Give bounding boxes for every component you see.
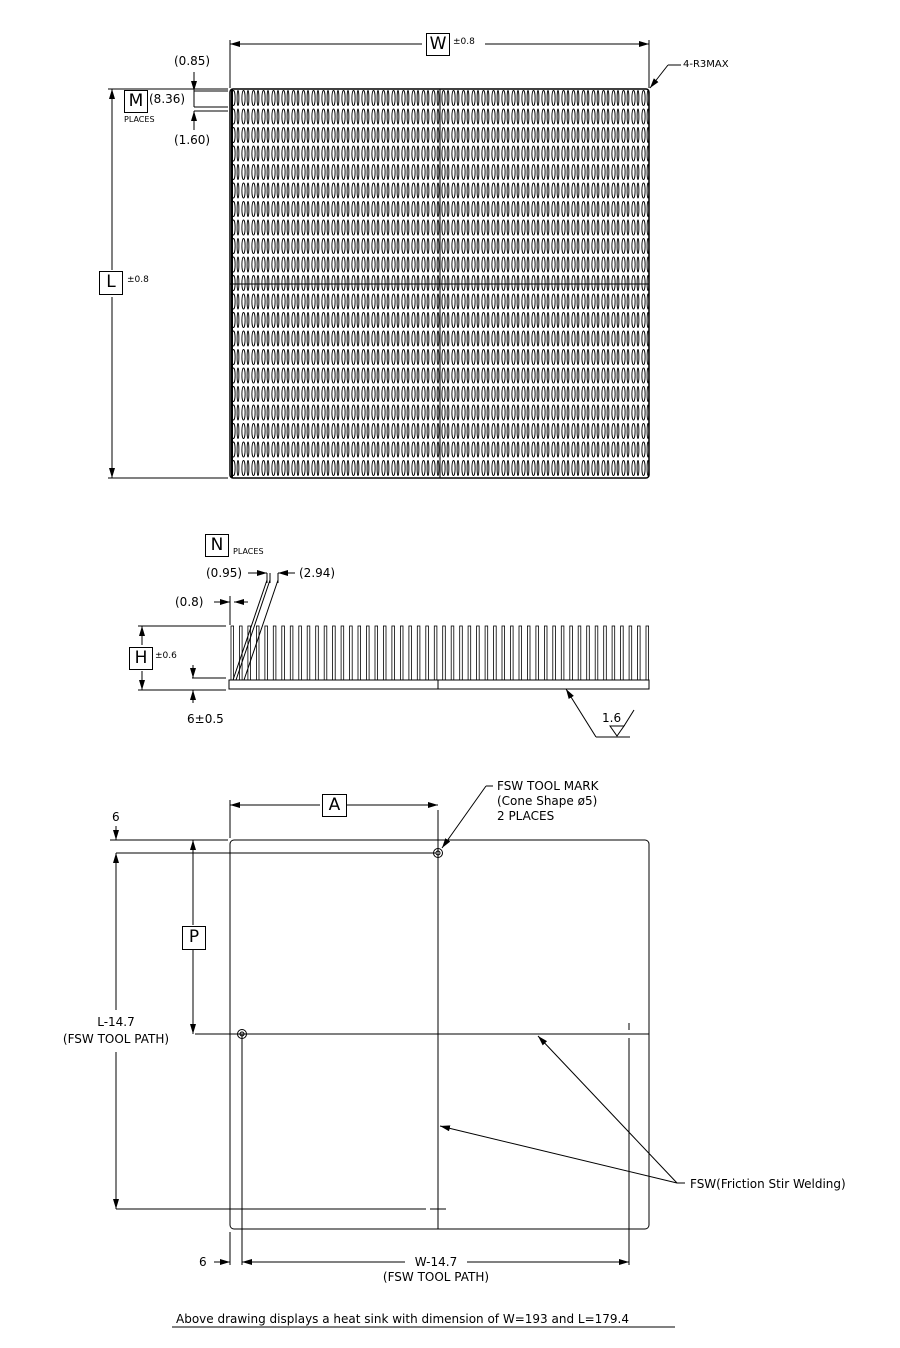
fin-count-n-box: N: [205, 534, 229, 557]
side-fin: [273, 626, 276, 680]
side-fin: [324, 626, 327, 680]
side-fin: [231, 626, 234, 680]
side-fin: [502, 626, 505, 680]
top-view: [108, 40, 681, 478]
vertical-tool-path-1: L-14.7: [97, 1015, 135, 1029]
dim-fin-pitch: (8.36): [149, 92, 186, 106]
tool-mark-note-2: (Cone Shape ø5): [497, 794, 598, 808]
side-fin: [612, 626, 615, 680]
fsw-note: FSW(Friction Stir Welding): [690, 1177, 846, 1191]
side-fin: [256, 626, 259, 680]
corner-radius-note: 4-R3MAX: [683, 59, 729, 70]
side-fin: [265, 626, 268, 680]
side-fin: [460, 626, 463, 680]
dim-fin-gap: (1.60): [174, 133, 211, 147]
side-fin: [383, 626, 386, 680]
side-fin: [367, 626, 370, 680]
side-fin: [409, 626, 412, 680]
side-fin: [358, 626, 361, 680]
side-fin: [561, 626, 564, 680]
offset-top-6: 6: [112, 810, 120, 824]
side-fin: [392, 626, 395, 680]
dim-top-edge: (0.85): [174, 54, 211, 68]
surface-finish-value: 1.6: [602, 711, 622, 725]
dim-h-tolerance: ±0.6: [155, 651, 177, 661]
dim-l-box: L: [99, 271, 123, 295]
dim-p-box: P: [182, 926, 206, 950]
side-fin: [307, 626, 310, 680]
side-fin: [544, 626, 547, 680]
side-fin: [375, 626, 378, 680]
side-fin: [595, 626, 598, 680]
side-fin: [290, 626, 293, 680]
side-fin: [333, 626, 336, 680]
side-fin: [451, 626, 454, 680]
fin-count-n-places: PLACES: [233, 547, 264, 556]
tool-mark-note-1: FSW TOOL MARK: [497, 779, 599, 793]
fin-count-m-places: PLACES: [124, 115, 155, 124]
side-fin: [417, 626, 420, 680]
side-fin: [426, 626, 429, 680]
horizontal-tool-path-2: (FSW TOOL PATH): [382, 1270, 490, 1284]
horizontal-tool-path-1: W-14.7: [414, 1255, 458, 1269]
dim-fin-pitch-side: (2.94): [299, 566, 336, 580]
side-fin: [299, 626, 302, 680]
side-fin: [527, 626, 530, 680]
side-fin: [400, 626, 403, 680]
side-fin: [477, 626, 480, 680]
dim-h-box: H: [129, 647, 153, 670]
tool-mark-note-3: 2 PLACES: [497, 809, 555, 823]
side-fin: [629, 626, 632, 680]
side-fin: [553, 626, 556, 680]
side-fin: [485, 626, 488, 680]
side-fin: [341, 626, 344, 680]
base-thickness: 6±0.5: [187, 712, 224, 726]
side-fin: [519, 626, 522, 680]
side-fin: [443, 626, 446, 680]
dim-edge-offset: (0.8): [175, 595, 204, 609]
offset-left-6: 6: [199, 1255, 207, 1269]
dim-w-tolerance: ±0.8: [453, 37, 475, 47]
fin-count-m-box: M: [124, 90, 148, 113]
dim-w-box: W: [426, 33, 450, 56]
side-fin: [468, 626, 471, 680]
side-fin: [587, 626, 590, 680]
drawing-caption: Above drawing displays a heat sink with dimension of W=193 and L=179.4: [176, 1312, 629, 1326]
dim-l-tolerance: ±0.8: [127, 275, 149, 285]
dim-fin-thickness: (0.95): [206, 566, 243, 580]
side-fin: [434, 626, 437, 680]
dim-a-box: A: [322, 794, 347, 817]
side-fin: [494, 626, 497, 680]
side-fin: [570, 626, 573, 680]
side-fin: [621, 626, 624, 680]
side-fin: [536, 626, 539, 680]
side-fin: [646, 626, 649, 680]
side-fin: [638, 626, 641, 680]
side-fin: [604, 626, 607, 680]
bottom-view: [110, 786, 685, 1327]
side-fin: [578, 626, 581, 680]
side-fin: [282, 626, 285, 680]
vertical-tool-path-2: (FSW TOOL PATH): [62, 1032, 170, 1046]
side-fin: [511, 626, 514, 680]
side-fin: [316, 626, 319, 680]
side-fin: [350, 626, 353, 680]
